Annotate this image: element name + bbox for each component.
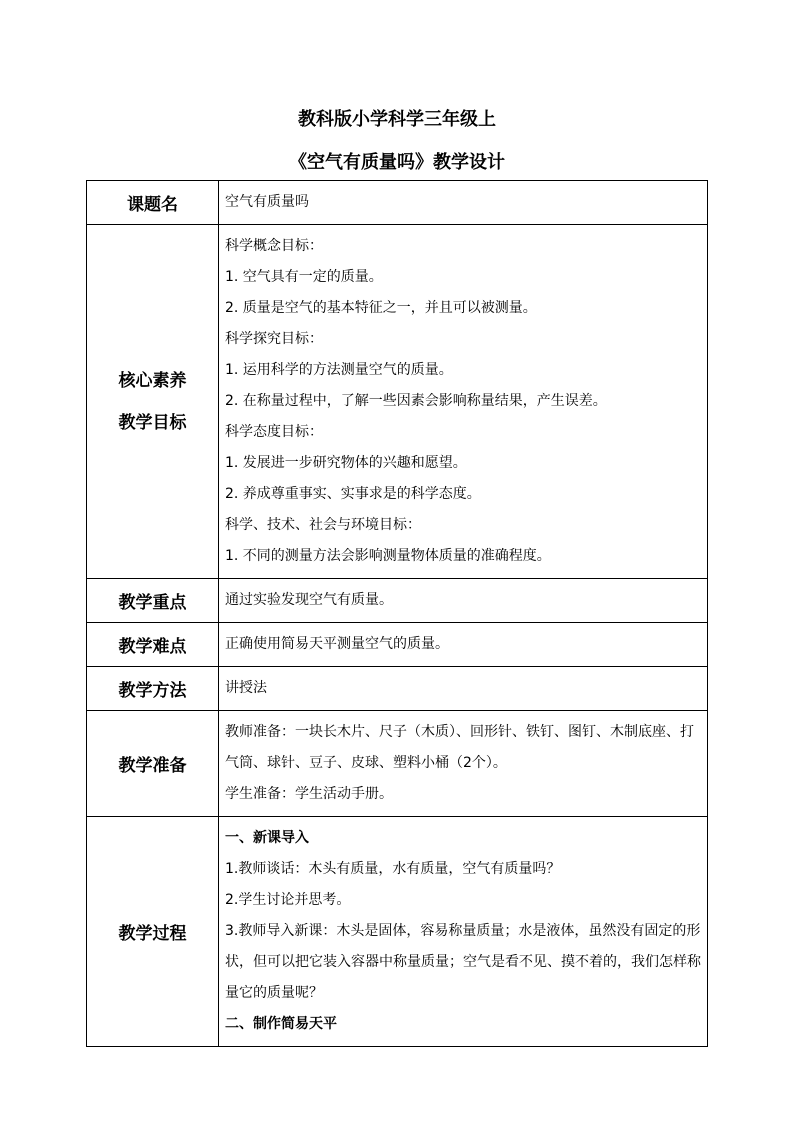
key-point-value: 通过实验发现空气有质量。 bbox=[219, 579, 708, 623]
row-difficulty bbox=[87, 623, 708, 667]
student-preparation: 学生准备：学生活动手册。 bbox=[225, 786, 393, 802]
process-label: 教学过程 bbox=[87, 817, 219, 1047]
topic-value: 空气有质量吗 bbox=[219, 181, 708, 225]
row-goals bbox=[87, 225, 708, 579]
goals-label-line1: 核心素养 bbox=[118, 370, 187, 391]
goal-line: 2. 养成尊重事实、实事求是的科学态度。 bbox=[225, 486, 481, 502]
document-subtitle: 《空气有质量吗》教学设计 bbox=[289, 152, 505, 173]
row-method bbox=[87, 667, 708, 711]
goal-line: 1. 发展进一步研究物体的兴趣和愿望。 bbox=[225, 455, 467, 471]
section-heading: 二、制作简易天平 bbox=[225, 1016, 337, 1032]
goal-line: 1. 运用科学的方法测量空气的质量。 bbox=[225, 362, 453, 378]
goal-line: 科学探究目标： bbox=[225, 331, 323, 347]
document-title: 教科版小学科学三年级上 bbox=[298, 109, 496, 130]
goal-line: 2. 在称量过程中，了解一些因素会影响称量结果，产生误差。 bbox=[225, 393, 607, 409]
key-point-label: 教学重点 bbox=[87, 579, 219, 623]
topic-label: 课题名 bbox=[87, 181, 219, 225]
method-value: 讲授法 bbox=[219, 667, 708, 711]
row-process bbox=[87, 817, 708, 1047]
goal-line: 1. 空气具有一定的质量。 bbox=[225, 269, 383, 285]
difficulty-value: 正确使用简易天平测量空气的质量。 bbox=[219, 623, 708, 667]
row-topic bbox=[87, 181, 708, 225]
row-preparation bbox=[87, 711, 708, 817]
section-heading: 一、新课导入 bbox=[225, 830, 309, 846]
process-content bbox=[219, 817, 708, 1047]
goal-line: 科学、技术、社会与环境目标： bbox=[225, 517, 421, 533]
goal-line: 科学态度目标： bbox=[225, 424, 323, 440]
process-item: 1.教师谈话：木头有质量，水有质量，空气有质量吗？ bbox=[225, 861, 561, 877]
goal-line: 1. 不同的测量方法会影响测量物体质量的准确程度。 bbox=[225, 548, 551, 564]
goals-content bbox=[219, 225, 708, 579]
process-item: 3.教师导入新课：木头是固体，容易称量质量；水是液体，虽然没有固定的形状，但可以把它装入容器中称量质量；空气是看不见、摸不着的，我们怎样称量它的质量呢？ bbox=[225, 923, 701, 1001]
goal-line: 2. 质量是空气的基本特征之一，并且可以被测量。 bbox=[225, 300, 537, 316]
goal-line: 科学概念目标： bbox=[225, 238, 323, 254]
goals-label bbox=[87, 225, 219, 579]
process-item: 2.学生讨论并思考。 bbox=[225, 892, 351, 908]
row-key-point bbox=[87, 579, 708, 623]
method-label: 教学方法 bbox=[87, 667, 219, 711]
teacher-preparation: 教师准备：一块长木片、尺子（木质）、回形针、铁钉、图钉、木制底座、打气筒、球针、豆子、皮球、塑料小桶（2个）。 bbox=[225, 724, 694, 771]
goals-label-line2: 教学目标 bbox=[118, 412, 187, 433]
preparation-content bbox=[219, 711, 708, 817]
difficulty-label: 教学难点 bbox=[87, 623, 219, 667]
preparation-label: 教学准备 bbox=[87, 711, 219, 817]
lesson-plan-table bbox=[86, 180, 708, 1047]
